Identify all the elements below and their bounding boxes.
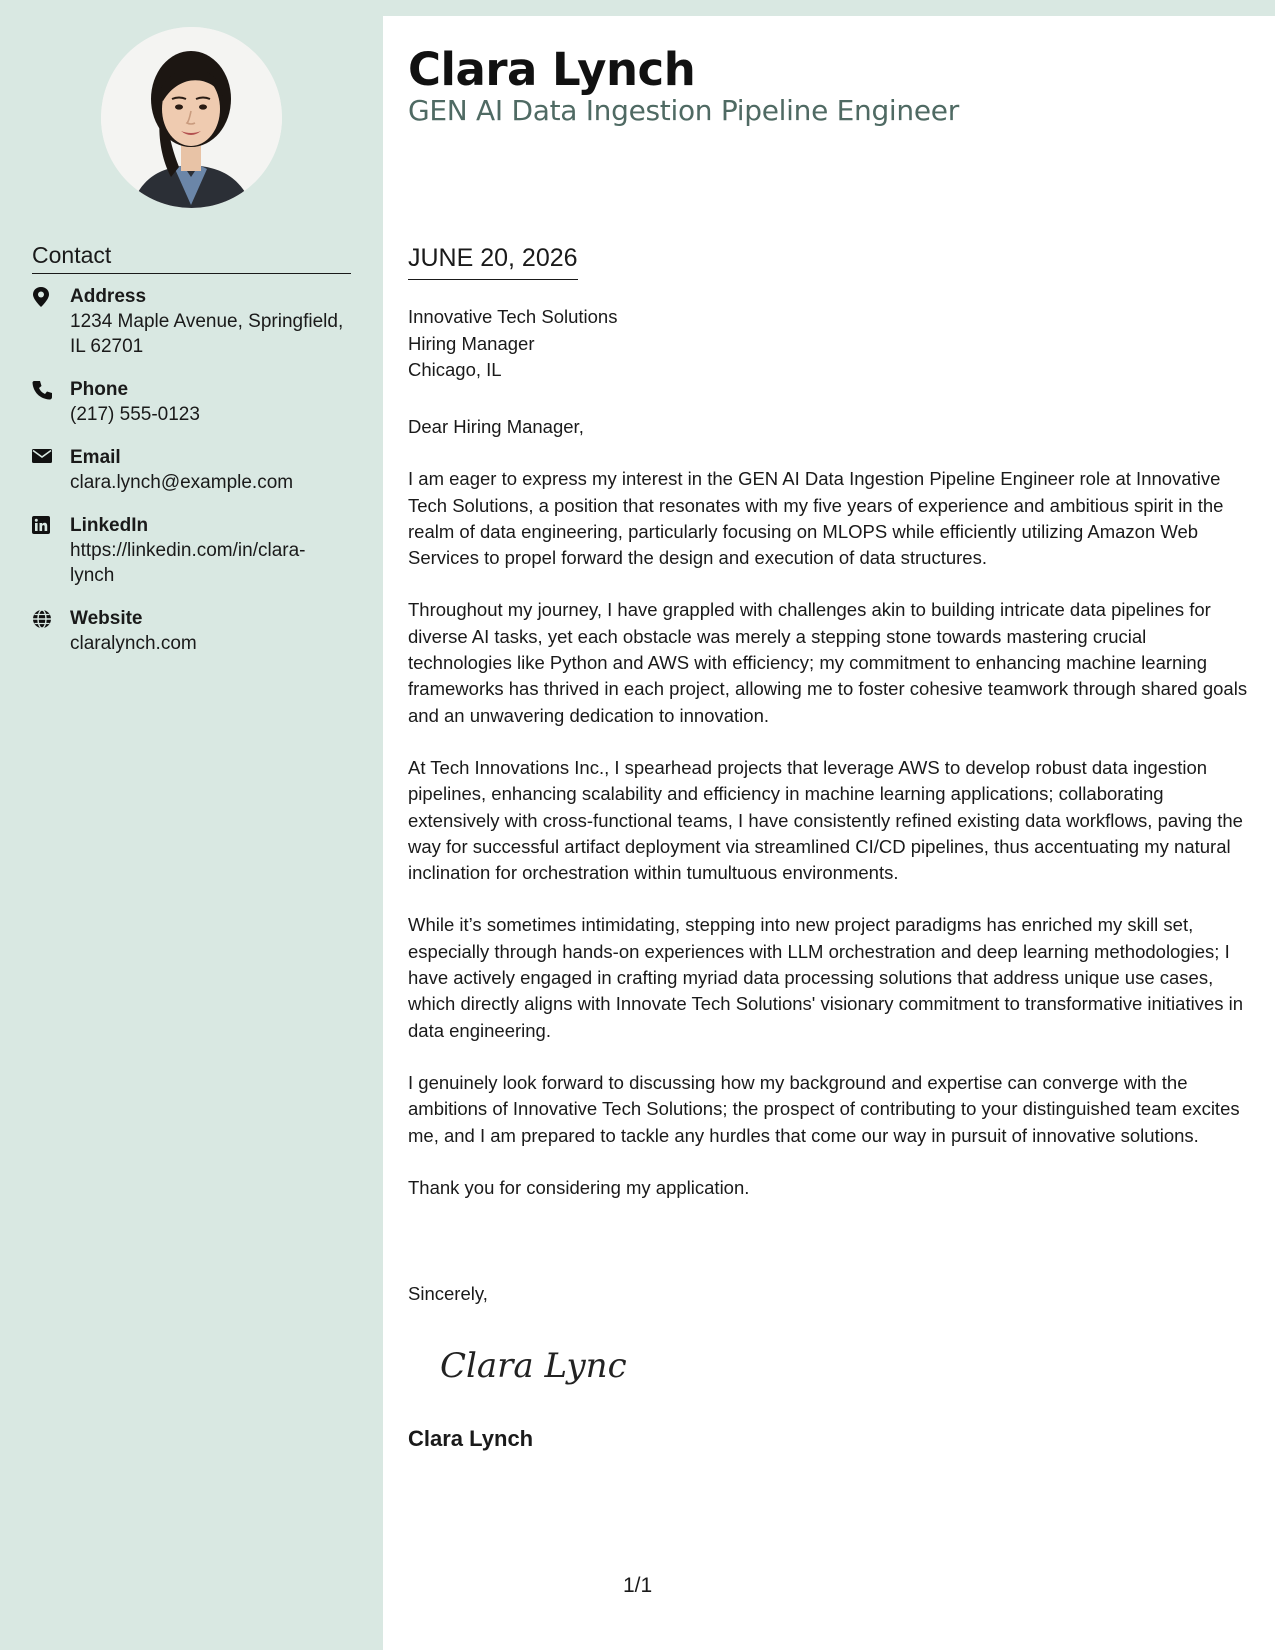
- recipient-location: Chicago, IL: [408, 359, 502, 380]
- phone-icon: [32, 378, 70, 427]
- location-pin-icon: [32, 285, 70, 359]
- contact-address: [32, 285, 352, 359]
- contact-label: LinkedIn: [70, 515, 149, 536]
- contact-value: (217) 555-0123: [70, 404, 200, 425]
- recipient-block: [408, 304, 617, 384]
- contact-label: Phone: [70, 379, 129, 400]
- paragraph: While it’s sometimes intimidating, stepping into new project paradigms has enriched my skill set, especially through hands-on experiences with LLM orchestration and deep learning methodologies; I have actively engaged in crafting myriad data processing solutions that address unique use cases, which directly aligns with Innovate Tech Solutions' visionary commitment to transformative initiatives in data engineering.: [408, 914, 1244, 1041]
- contact-list: [32, 285, 352, 675]
- letter-date: JUNE 20, 2026: [408, 244, 578, 280]
- handwritten-signature: [438, 1341, 628, 1396]
- page-number: 1/1: [623, 1574, 653, 1597]
- sidebar: [0, 0, 383, 1650]
- contact-value: claralynch.com: [70, 633, 197, 654]
- contact-linkedin: [32, 514, 352, 588]
- contact-label: Website: [70, 608, 143, 629]
- paragraph: I genuinely look forward to discussing how my background and expertise can converge with the ambitions of Innovative Tech Solutions; the prospect of contributing to your distinguished team excites me, and I am prepared to tackle any hurdles that come our way in pursuit of innovative solutions.: [408, 1071, 1240, 1146]
- paragraph: I am eager to express my interest in the GEN AI Data Ingestion Pipeline Engineer role at Innovative Tech Solutions, a position that resonates with my five years of experience and ambitious spirit in the realm of data engineering, particularly focusing on MLOPS while efficiently utilizing Amazon Web Services to propel forward the design and execution of data structures.: [408, 468, 1224, 569]
- contact-label: Email: [70, 447, 121, 468]
- recipient-company: Innovative Tech Solutions: [408, 306, 618, 327]
- closing: Sincerely,: [408, 1283, 488, 1304]
- globe-icon: [32, 607, 70, 656]
- linkedin-icon: [32, 514, 70, 588]
- paragraph: Throughout my journey, I have grappled with challenges akin to building intricate data pipelines for diverse AI tasks, yet each obstacle was merely a stepping stone towards mastering crucial technologies like Python and AWS with efficiency; my commitment to enhancing machine learning frameworks has thrived in each project, allowing me to foster cohesive teamwork through shared goals and an unwavering dedication to innovation.: [408, 599, 1248, 726]
- avatar: [101, 27, 282, 208]
- svg-text:Clara Lynch: Clara Lynch: [440, 1346, 628, 1386]
- contact-phone: [32, 378, 352, 427]
- contact-value: clara.lynch@example.com: [70, 472, 294, 493]
- salutation: Dear Hiring Manager,: [408, 416, 584, 437]
- job-title: GEN AI Data Ingestion Pipeline Engineer: [408, 94, 959, 127]
- recipient-role: Hiring Manager: [408, 332, 535, 354]
- contact-value: https://linkedin.com/in/clara-lynch: [70, 540, 306, 586]
- contact-label: Address: [70, 286, 147, 307]
- contact-email: [32, 446, 352, 495]
- letter-body: [408, 414, 1248, 1227]
- profile-photo: [101, 27, 282, 208]
- envelope-icon: [32, 446, 70, 495]
- applicant-name: Clara Lynch: [408, 43, 696, 96]
- contact-heading: Contact: [32, 242, 351, 274]
- signed-name: Clara Lynch: [408, 1426, 534, 1451]
- contact-website: [32, 607, 352, 656]
- contact-value: 1234 Maple Avenue, Springfield, IL 62701: [70, 311, 344, 357]
- letter-main: [383, 16, 1275, 1650]
- paragraph: At Tech Innovations Inc., I spearhead projects that leverage AWS to develop robust data ingestion pipelines, enhancing scalability and efficiency in machine learning applications; collaborating extensively with cross-functional teams, I have consistently refined existing data workflows, paving the way for successful artifact deployment via streamlined CI/CD pipelines, thus accentuating my natural inclination for orchestration within tumultuous environments.: [408, 756, 1243, 884]
- paragraph: Thank you for considering my application.: [408, 1176, 750, 1198]
